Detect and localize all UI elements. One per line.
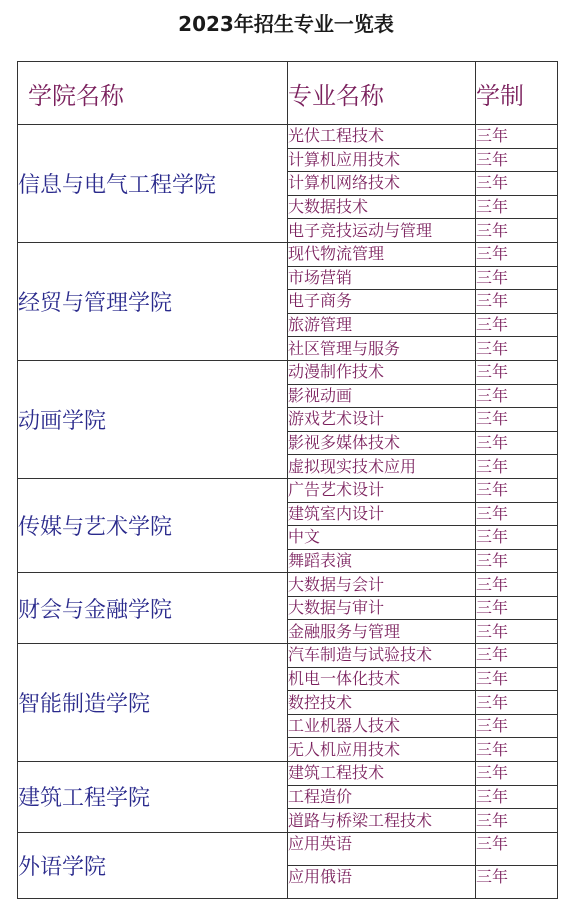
major-name: 道路与桥梁工程技术 <box>288 809 476 833</box>
page-title: 2023年招生专业一览表 <box>178 12 394 36</box>
table-row <box>18 762 558 786</box>
major-name: 汽车制造与试验技术 <box>288 644 476 668</box>
duration-cell: 三年 <box>476 290 558 314</box>
college-name: 智能制造学院 <box>18 644 288 762</box>
duration-cell: 三年 <box>476 478 558 502</box>
duration-cell: 三年 <box>476 667 558 691</box>
duration-cell: 三年 <box>476 172 558 196</box>
major-name: 社区管理与服务 <box>288 337 476 361</box>
major-name: 建筑室内设计 <box>288 502 476 526</box>
major-name: 游戏艺术设计 <box>288 408 476 432</box>
duration-cell: 三年 <box>476 809 558 833</box>
duration-cell: 三年 <box>476 502 558 526</box>
major-name: 金融服务与管理 <box>288 620 476 644</box>
duration-cell: 三年 <box>476 865 558 898</box>
college-name: 外语学院 <box>18 832 288 898</box>
major-name: 计算机应用技术 <box>288 148 476 172</box>
duration-cell: 三年 <box>476 148 558 172</box>
table-row <box>18 573 558 597</box>
major-name: 广告艺术设计 <box>288 478 476 502</box>
duration-cell: 三年 <box>476 455 558 479</box>
major-name: 计算机网络技术 <box>288 172 476 196</box>
duration-cell: 三年 <box>476 738 558 762</box>
major-name: 舞蹈表演 <box>288 549 476 573</box>
duration-cell: 三年 <box>476 431 558 455</box>
duration-cell: 三年 <box>476 125 558 149</box>
college-name: 信息与电气工程学院 <box>18 125 288 243</box>
major-name: 虚拟现实技术应用 <box>288 455 476 479</box>
major-name: 数控技术 <box>288 691 476 715</box>
majors-table <box>17 61 558 899</box>
major-name: 市场营销 <box>288 266 476 290</box>
major-name: 电子竞技运动与管理 <box>288 219 476 243</box>
major-name: 旅游管理 <box>288 313 476 337</box>
major-name: 大数据与审计 <box>288 596 476 620</box>
major-name: 无人机应用技术 <box>288 738 476 762</box>
duration-cell: 三年 <box>476 219 558 243</box>
table-row <box>18 242 558 266</box>
duration-cell: 三年 <box>476 195 558 219</box>
college-name: 经贸与管理学院 <box>18 242 288 360</box>
header-college: 学院名称 <box>18 62 288 125</box>
duration-cell: 三年 <box>476 549 558 573</box>
duration-cell: 三年 <box>476 596 558 620</box>
major-name: 影视动画 <box>288 384 476 408</box>
duration-cell: 三年 <box>476 384 558 408</box>
header-major: 专业名称 <box>288 62 476 125</box>
major-name: 工程造价 <box>288 785 476 809</box>
header-duration: 学制 <box>476 62 558 125</box>
college-name: 传媒与艺术学院 <box>18 478 288 572</box>
duration-cell: 三年 <box>476 573 558 597</box>
duration-cell: 三年 <box>476 644 558 668</box>
duration-cell: 三年 <box>476 242 558 266</box>
duration-cell: 三年 <box>476 620 558 644</box>
table-row <box>18 832 558 865</box>
major-name: 应用俄语 <box>288 865 476 898</box>
major-name: 机电一体化技术 <box>288 667 476 691</box>
major-name: 大数据与会计 <box>288 573 476 597</box>
major-name: 大数据技术 <box>288 195 476 219</box>
duration-cell: 三年 <box>476 785 558 809</box>
duration-cell: 三年 <box>476 313 558 337</box>
duration-cell: 三年 <box>476 408 558 432</box>
duration-cell: 三年 <box>476 266 558 290</box>
college-name: 动画学院 <box>18 360 288 478</box>
duration-cell: 三年 <box>476 762 558 786</box>
duration-cell: 三年 <box>476 691 558 715</box>
college-name: 财会与金融学院 <box>18 573 288 644</box>
duration-cell: 三年 <box>476 714 558 738</box>
major-name: 电子商务 <box>288 290 476 314</box>
table-body <box>18 125 558 899</box>
major-name: 建筑工程技术 <box>288 762 476 786</box>
major-name: 工业机器人技术 <box>288 714 476 738</box>
table-row <box>18 125 558 149</box>
major-name: 光伏工程技术 <box>288 125 476 149</box>
college-name: 建筑工程学院 <box>18 762 288 833</box>
table-row <box>18 478 558 502</box>
major-name: 中文 <box>288 526 476 550</box>
duration-cell: 三年 <box>476 832 558 865</box>
table-row <box>18 644 558 668</box>
duration-cell: 三年 <box>476 526 558 550</box>
table-row <box>18 360 558 384</box>
major-name: 动漫制作技术 <box>288 360 476 384</box>
duration-cell: 三年 <box>476 337 558 361</box>
major-name: 影视多媒体技术 <box>288 431 476 455</box>
major-name: 应用英语 <box>288 832 476 865</box>
duration-cell: 三年 <box>476 360 558 384</box>
major-name: 现代物流管理 <box>288 242 476 266</box>
table-header <box>18 62 558 125</box>
